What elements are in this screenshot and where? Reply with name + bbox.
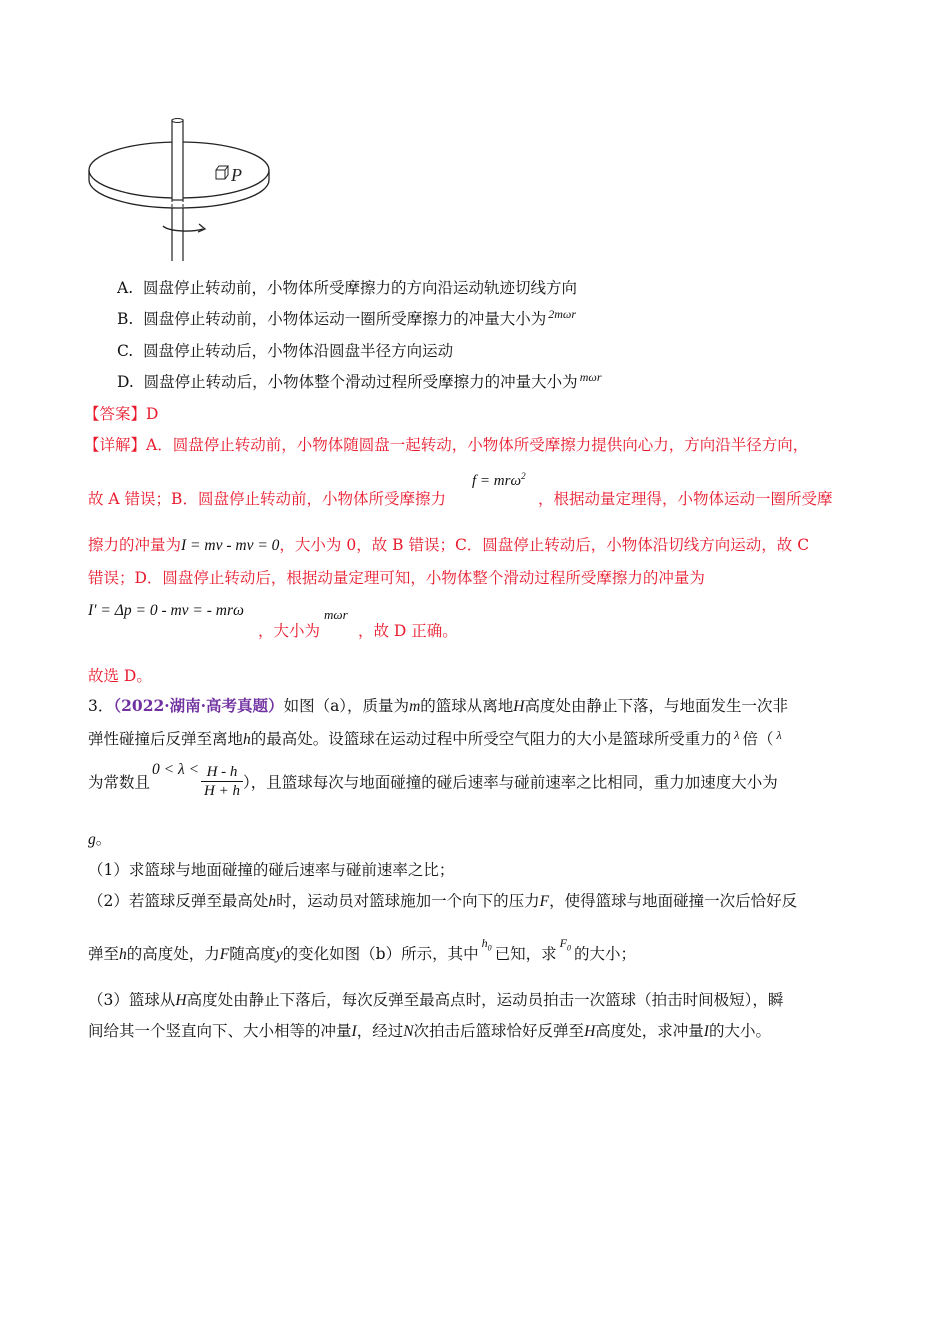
question-source: （2022·湖南·高考真题） <box>113 696 284 715</box>
explanation-line-4: 错误；D．圆盘停止转动后，根据动量定理可知，小物体整个滑动过程所受摩擦力的冲量为 <box>88 569 705 587</box>
equation-magnitude: mωr <box>324 607 348 622</box>
answer-label: 【答案】 <box>84 405 147 423</box>
subquestion-3-line-1: （3）篮球从H高度处由静止下落后，每次反弹至最高点时，运动员拍击一次篮球（拍击时间极短），瞬 <box>88 991 784 1009</box>
question3-line-3: 为常数且0 < λ < $\frac{H - h}{H + h}$ ），且篮球每次与地面碰撞的碰后速率与碰前速率之比相同，重力加速度大小为 <box>88 761 778 799</box>
question3-line-4: g。 <box>88 830 112 848</box>
equation-impulse: I = mv - mv = 0 <box>181 537 280 554</box>
option-text: 圆盘停止转动前，小物体运动一圈所受摩擦力的冲量大小为 <box>143 310 547 328</box>
option-letter: A. <box>117 279 134 297</box>
subquestion-3-line-2: 间给其一个竖直向下、大小相等的冲量I，经过N次拍击后篮球恰好反弹至H高度处，求冲量I的大小。 <box>88 1022 771 1040</box>
point-label: P <box>231 165 242 185</box>
equation-final: I′ = Δp = 0 - mv = - mrω <box>88 602 244 619</box>
option-math: 2mωr <box>548 307 577 321</box>
answer-line <box>84 402 158 424</box>
subquestion-1: （1）求篮球与地面碰撞的碰后速率与碰前速率之比； <box>88 861 455 879</box>
option-text: 圆盘停止转动后，小物体沿圆盘半径方向运动 <box>143 342 454 360</box>
explanation-conclusion: 故选 D。 <box>88 667 152 685</box>
option-b <box>117 307 576 329</box>
option-letter: D. <box>117 373 134 391</box>
explanation-line-3: 擦力的冲量为I = mv - mv = 0，大小为 0，故 B 错误；C．圆盘停止转动后，小物体沿切线方向运动，故 C <box>88 536 810 554</box>
question3-line-1: 3．（2022·湖南·高考真题）如图（a），质量为m的篮球从离地H高度处由静止下落，与地面发生一次非 <box>88 696 788 715</box>
option-letter: C. <box>117 342 134 360</box>
answer-value: D <box>146 405 159 423</box>
subquestion-2-line-1: （2）若篮球反弹至最高处h时，运动员对篮球施加一个向下的压力F，使得篮球与地面碰撞一次后恰好反 <box>88 892 798 910</box>
explanation-line-5: ，大小为 <box>258 622 321 640</box>
explanation-line-1: 【详解】A．圆盘停止转动前，小物体随圆盘一起转动，小物体所受摩擦力提供向心力，方向沿半径方向， <box>84 436 809 454</box>
option-text: 圆盘停止转动前，小物体所受摩擦力的方向沿运动轨迹切线方向 <box>142 279 577 297</box>
question-number: 3． <box>88 697 114 715</box>
explanation-label: 【详解】 <box>84 436 147 454</box>
option-text: 圆盘停止转动后，小物体整个滑动过程所受摩擦力的冲量大小为 <box>143 373 578 391</box>
option-c <box>117 339 453 361</box>
explanation-line-2: 故 A 错误；B．圆盘停止转动前，小物体所受摩擦力 <box>88 490 446 508</box>
explanation-line-2b: ，根据动量定理得，小物体运动一圈所受摩 <box>538 490 833 508</box>
explanation-line-5b: ，故 D 正确。 <box>358 622 458 640</box>
equation-friction: f = mrω$^2$ <box>472 471 526 490</box>
option-letter: B. <box>117 310 134 328</box>
fraction: $\frac{H - h}{H + h}$ <box>201 763 243 800</box>
option-math: mωr <box>579 370 602 384</box>
option-d <box>117 370 602 392</box>
disk-figure <box>85 118 275 268</box>
question3-line-2: 弹性碰撞后反弹至离地h的最高处。设篮球在运动过程中所受空气阻力的大小是篮球所受重力的 $^\lambda$ 倍（ $^\lambda$ <box>88 728 782 748</box>
option-a <box>117 276 577 298</box>
subquestion-2-line-2: 弹至h的高度处，力F随高度y的变化如图（b）所示，其中$^{h_0}$ 已知，求$^{F_0}$ 的大小； <box>88 936 636 963</box>
